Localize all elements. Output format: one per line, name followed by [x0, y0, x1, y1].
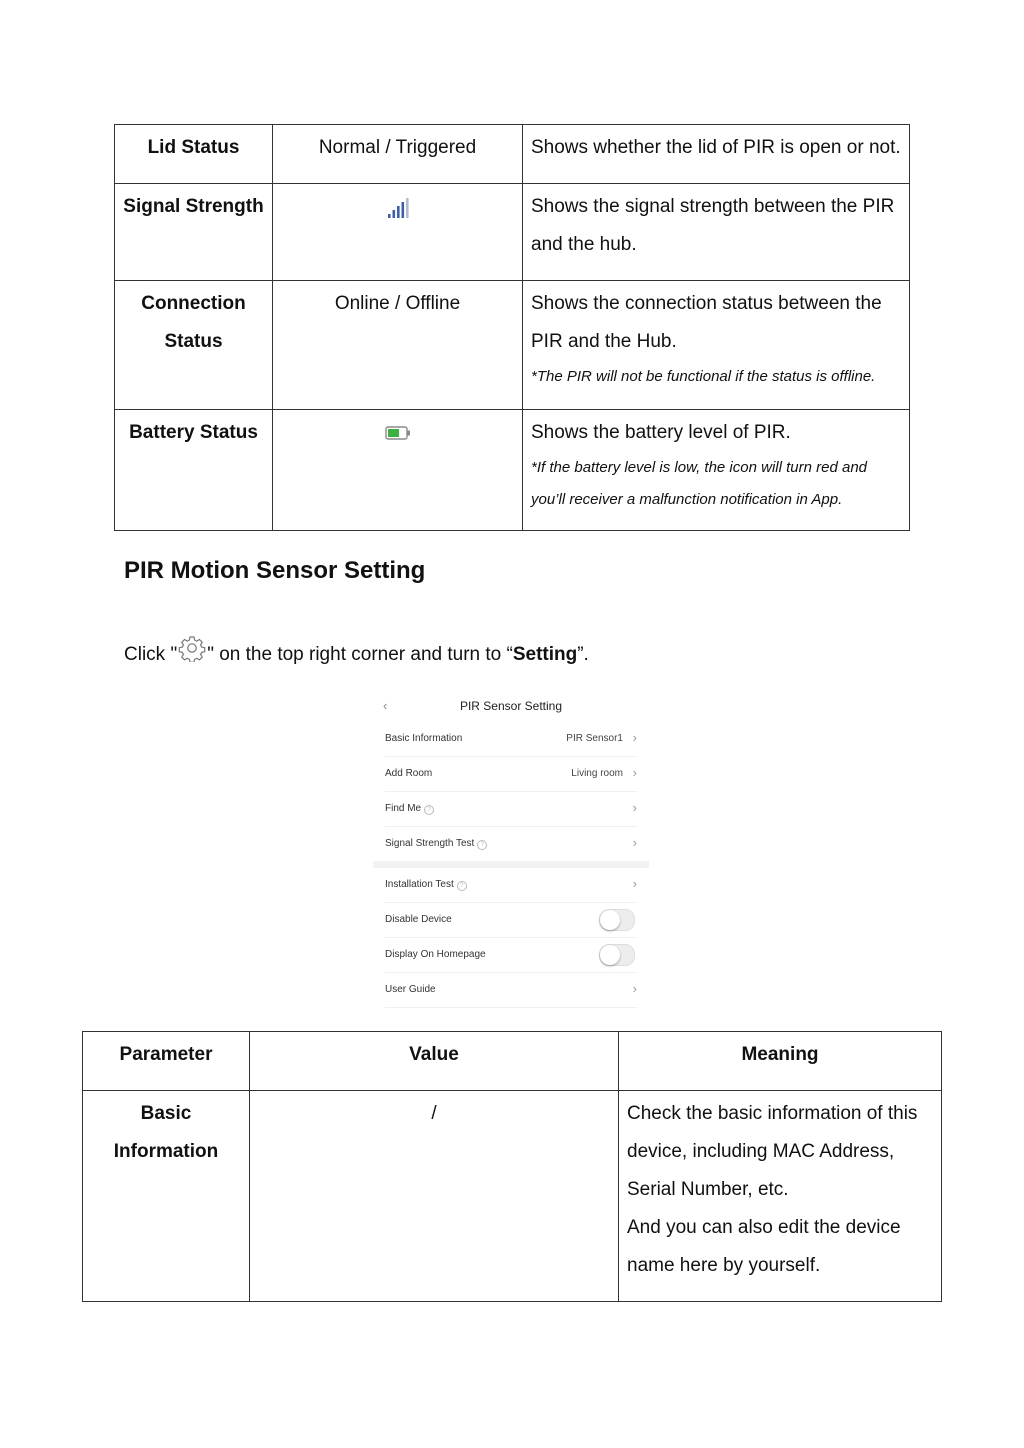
note-text: *If the battery level is low, the icon will turn red and you’ll receiver a malfunction notification in App. — [531, 459, 868, 508]
setting-label: Installation Test ? — [385, 879, 467, 891]
phone-screenshot — [373, 690, 649, 1008]
chevron-right-icon: › — [632, 800, 637, 815]
meaning-cell — [523, 281, 910, 410]
instruction-text — [124, 634, 589, 672]
header-cell: Value — [250, 1032, 619, 1091]
table-row — [83, 1091, 942, 1302]
param-cell: Lid Status — [115, 125, 273, 184]
table-row — [115, 410, 910, 531]
chevron-right-icon: › — [632, 981, 637, 996]
chevron-right-icon: › — [632, 765, 637, 780]
setting-label: Signal Strength Test ? — [385, 838, 487, 850]
value-cell: Normal / Triggered — [273, 125, 523, 184]
meaning-cell: Shows the signal strength between the PIR and the hub. — [523, 184, 910, 281]
value-cell: Online / Offline — [273, 281, 523, 410]
instruction-suffix: ”. — [577, 644, 589, 665]
instruction-bold: Setting — [512, 644, 578, 665]
parameter-table — [82, 1031, 942, 1302]
chevron-left-icon[interactable]: ‹ — [383, 698, 388, 713]
meaning-text: Check the basic information of this device, including MAC Address, Serial Number, etc. — [627, 1103, 918, 1200]
setting-row-signal-strength-test[interactable] — [385, 827, 637, 861]
setting-label: Find Me ? — [385, 803, 434, 815]
table-row — [115, 281, 910, 410]
value-cell: / — [250, 1091, 619, 1302]
setting-row-disable-device — [385, 903, 637, 938]
param-cell: Signal Strength — [115, 184, 273, 281]
help-icon[interactable]: ? — [457, 881, 467, 891]
section-divider — [373, 861, 649, 868]
battery-icon — [385, 426, 411, 440]
header-cell: Meaning — [619, 1032, 942, 1091]
disable-device-toggle[interactable] — [599, 909, 635, 931]
phone-title: PIR Sensor Setting — [459, 699, 563, 713]
display-on-homepage-toggle[interactable] — [599, 944, 635, 966]
meaning-text: And you can also edit the device name here by yourself. — [627, 1217, 901, 1276]
signal-bars-icon — [386, 197, 410, 221]
setting-row-installation-test[interactable] — [385, 868, 637, 903]
setting-label: Disable Device — [385, 914, 452, 925]
chevron-right-icon: › — [632, 730, 637, 745]
table-header-row — [83, 1032, 942, 1091]
param-cell: Basic Information — [83, 1091, 250, 1302]
setting-row-find-me[interactable] — [385, 792, 637, 827]
meaning-text: Shows the connection status between the PIR and the Hub. — [531, 293, 882, 352]
section-title: PIR Motion Sensor Setting — [124, 557, 426, 584]
status-table — [114, 124, 910, 531]
table-row — [115, 184, 910, 281]
help-icon[interactable]: ? — [477, 840, 487, 850]
setting-row-user-guide[interactable] — [385, 973, 637, 1008]
value-cell — [273, 184, 523, 281]
chevron-right-icon: › — [632, 835, 637, 850]
setting-row-add-room[interactable] — [385, 757, 637, 792]
setting-label: User Guide — [385, 984, 436, 995]
note-text: *The PIR will not be functional if the status is offline. — [531, 368, 876, 385]
param-cell: Battery Status — [115, 410, 273, 531]
table-row — [115, 125, 910, 184]
instruction-prefix: Click " — [124, 644, 178, 665]
setting-row-display-on-homepage — [385, 938, 637, 973]
meaning-cell — [619, 1091, 942, 1302]
header-cell: Parameter — [83, 1032, 250, 1091]
meaning-cell — [523, 410, 910, 531]
setting-value: PIR Sensor1 — [566, 733, 623, 744]
help-icon[interactable]: ? — [424, 805, 434, 815]
instruction-middle: " on the top right corner and turn to “ — [207, 644, 513, 665]
param-cell: Connection Status — [115, 281, 273, 410]
value-cell — [273, 410, 523, 531]
phone-header — [373, 690, 649, 722]
setting-row-basic-information[interactable] — [385, 722, 637, 757]
meaning-text: Shows the battery level of PIR. — [531, 422, 791, 443]
setting-value: Living room — [571, 768, 623, 779]
setting-label: Add Room — [385, 768, 433, 779]
setting-label: Basic Information — [385, 733, 463, 744]
meaning-cell: Shows whether the lid of PIR is open or not. — [523, 125, 910, 184]
setting-label: Display On Homepage — [385, 949, 486, 960]
gear-icon — [178, 634, 206, 662]
toggle-knob — [600, 910, 620, 930]
chevron-right-icon: › — [632, 876, 637, 891]
toggle-knob — [600, 945, 620, 965]
